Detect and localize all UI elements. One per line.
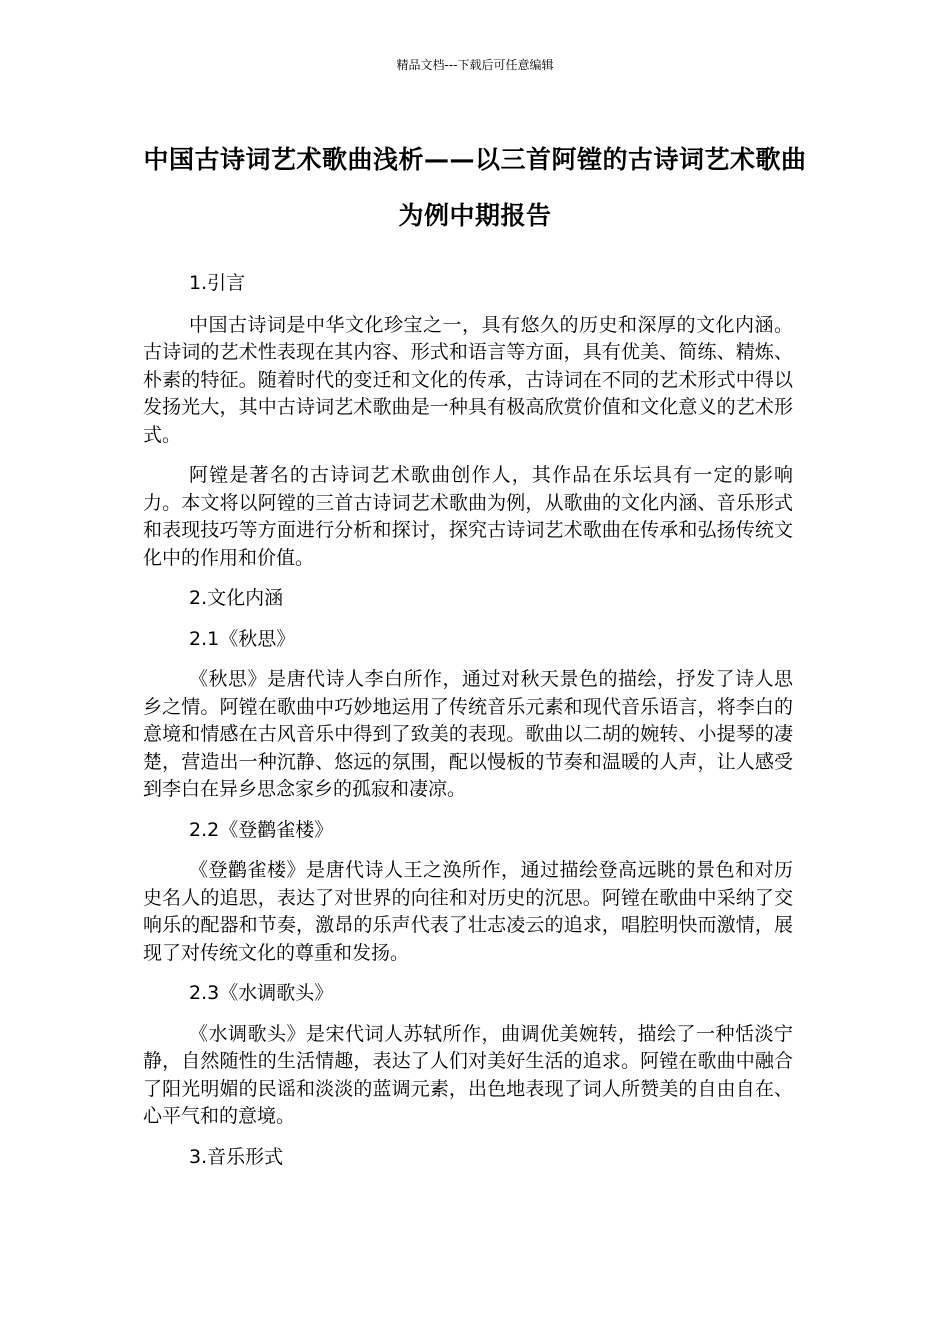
paragraph-intro-1: 中国古诗词是中华文化珍宝之一，具有悠久的历史和深厚的文化内涵。古诗词的艺术性表现在其内容、形式和语言等方面，具有优美、简练、精炼、朴素的特征。随着时代的变迁和文化的传承，古诗词在不同的艺术形式中得以发扬光大，其中古诗词艺术歌曲是一种具有极高欣赏价值和文化意义的艺术形式。 — [143, 313, 793, 446]
spacer — [143, 613, 793, 626]
page-header: 精品文档---下载后可任意编辑 — [396, 58, 554, 72]
section-heading-music: 3.音乐形式 — [189, 1145, 284, 1168]
document-body — [143, 270, 793, 1171]
section-heading-culture: 2.文化内涵 — [189, 587, 284, 609]
paragraph-dengguanquelou: 《登鹳雀楼》是唐代诗人王之涣所作，通过描绘登高远眺的景色和对历史名人的追思，表达了对世界的向往和对历史的沉思。阿镗在歌曲中采纳了交响乐的配器和节奏，激昂的乐声代表了壮志凌云的追求，唱腔明快而激情，展现了对传统文化的尊重和发扬。 — [143, 859, 793, 964]
spacer — [143, 653, 793, 666]
spacer — [143, 572, 793, 585]
spacer — [143, 804, 793, 817]
paragraph-intro-2: 阿镗是著名的古诗词艺术歌曲创作人，其作品在乐坛具有一定的影响力。本文将以阿镗的三首古诗词艺术歌曲为例，从歌曲的文化内涵、音乐形式和表现技巧等方面进行分析和探讨，探究古诗词艺术歌曲在传承和弘扬传统文化中的作用和价值。 — [143, 464, 793, 569]
subsection-heading-shuidiaogetou: 2.3《水调歌头》 — [189, 982, 334, 1004]
subsection-heading-dengguanquelou: 2.2《登鹳雀楼》 — [189, 818, 334, 841]
subsection-heading-qiusi: 2.1《秋思》 — [189, 627, 296, 650]
spacer — [143, 449, 793, 462]
section-heading-intro: 1.引言 — [189, 272, 246, 294]
spacer — [143, 1131, 793, 1144]
spacer — [143, 844, 793, 857]
paragraph-qiusi: 《秋思》是唐代诗人李白所作，通过对秋天景色的描绘，抒发了诗人思乡之情。阿镗在歌曲中巧妙地运用了传统音乐元素和现代音乐语言，将李白的意境和情感在古风音乐中得到了致美的表现。歌曲以二胡的婉转、小提琴的凄楚，营造出一种沉静、悠远的氛围，配以慢板的节奏和温暖的人声，让人感受到李白在异乡思念家乡的孤寂和凄凉。 — [143, 668, 793, 800]
spacer — [143, 298, 793, 312]
paragraph-shuidiaogetou: 《水调歌头》是宋代词人苏轼所作，曲调优美婉转，描绘了一种恬淡宁静，自然随性的生活情趣，表达了人们对美好生活的追求。阿镗在歌曲中融合了阳光明媚的民谣和淡淡的蓝调元素，出色地表现了词人所赞美的自由自在、心平气和的意境。 — [143, 1022, 793, 1127]
spacer — [143, 1008, 793, 1021]
document-title: 中国古诗词艺术歌曲浅析——以三首阿镗的古诗词艺术歌曲为例中期报告 — [143, 145, 807, 230]
spacer — [143, 967, 793, 980]
